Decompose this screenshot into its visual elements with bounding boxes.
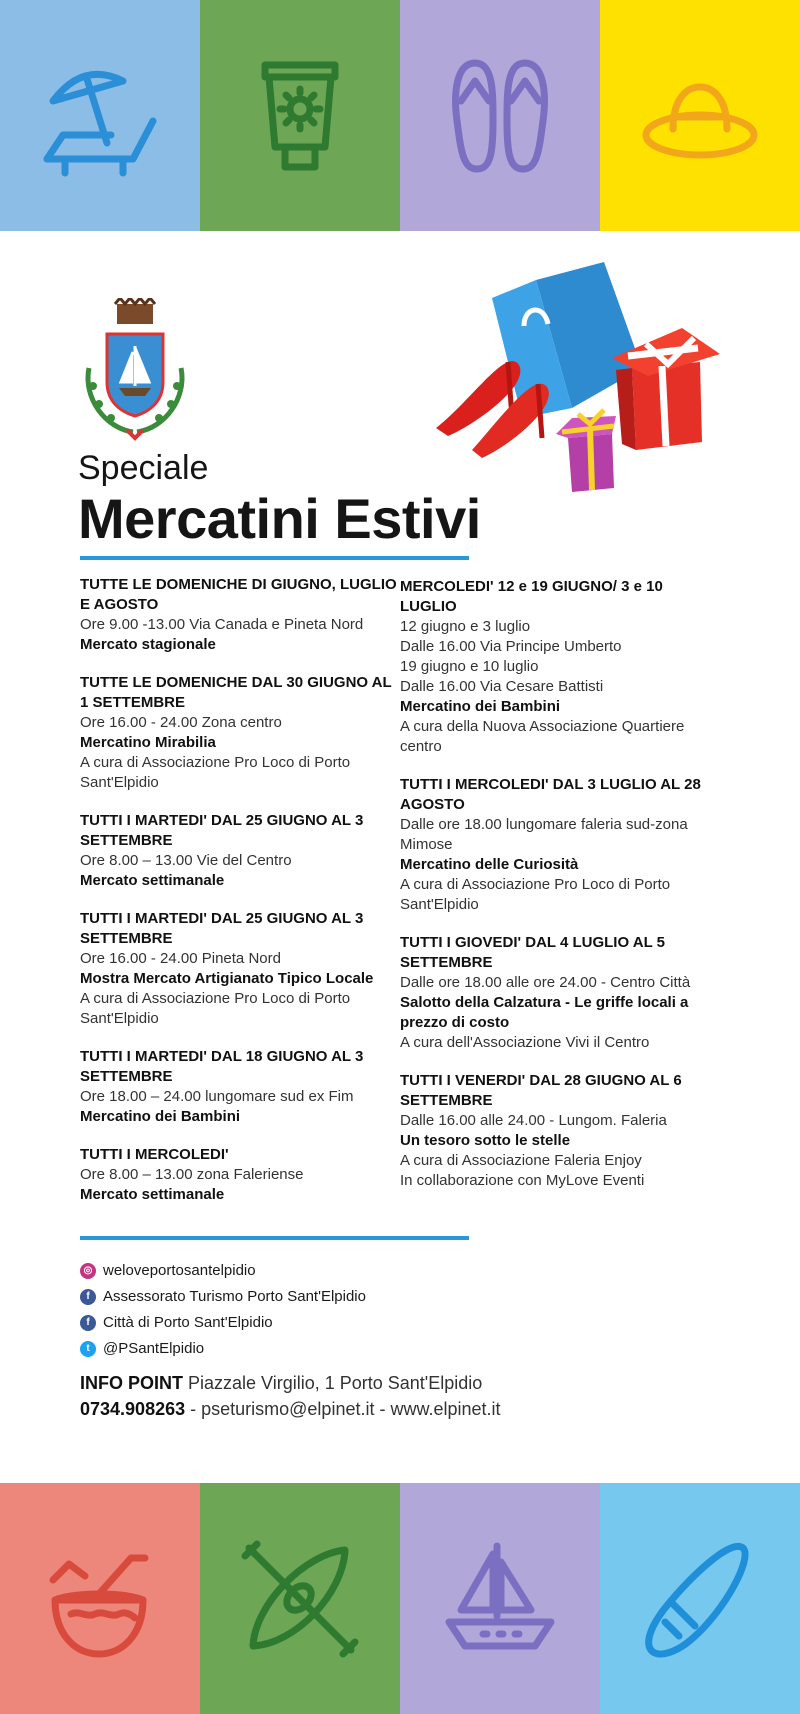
beach-chair-umbrella-icon [35, 51, 165, 181]
event-entry [80, 811, 400, 891]
coconut-drink-icon [35, 1534, 165, 1664]
event-organizer: A cura dell'Associazione Vivi il Centro [400, 1034, 650, 1051]
event-organizer: A cura di Associazione Pro Loco di Porto Sant'Elpidio [80, 990, 351, 1027]
social-twitter[interactable] [80, 1336, 366, 1362]
event-heading: MERCOLEDI' 12 e 19 GIUGNO/ 3 e 10 LUGLIO [400, 578, 663, 615]
instagram-icon: ◎ [80, 1263, 96, 1279]
tile-kayak [200, 1483, 400, 1714]
event-name: Mercato settimanale [80, 1186, 225, 1203]
event-entry [80, 575, 400, 655]
event-detail: 19 giugno e 10 luglio [400, 658, 539, 675]
tile-coconut [0, 1483, 200, 1714]
bottom-banner [0, 1483, 800, 1714]
event-detail: Ore 8.00 – 13.00 zona Faleriense [80, 1166, 304, 1183]
info-contact-line [80, 1396, 501, 1422]
social-instagram[interactable] [80, 1258, 366, 1284]
info-point [80, 1370, 501, 1422]
social-facebook-citta[interactable] [80, 1310, 366, 1336]
tile-surfboard [600, 1483, 800, 1714]
events-right-column [400, 577, 720, 1209]
event-entry [80, 1047, 400, 1127]
top-banner [0, 0, 800, 231]
event-detail: Ore 8.00 – 13.00 Vie del Centro [80, 852, 292, 869]
facebook-icon: f [80, 1315, 96, 1331]
event-entry [400, 933, 720, 1053]
event-name: Mercatino Mirabilia [80, 734, 216, 751]
event-organizer: A cura di Associazione Pro Loco di Porto Sant'Elpidio [400, 876, 671, 913]
event-entry [80, 1145, 400, 1205]
event-detail: Dalle ore 18.00 alle ore 24.00 - Centro Città [400, 974, 691, 991]
event-name: Mercatino dei Bambini [80, 1108, 241, 1125]
event-heading: TUTTI I MARTEDI' DAL 18 GIUGNO AL 3 SETTEMBRE [80, 1048, 364, 1085]
tile-sunscreen [200, 0, 400, 231]
flip-flops-icon [435, 51, 565, 181]
event-detail: Ore 18.00 – 24.00 lungomare sud ex Fim [80, 1088, 354, 1105]
social-facebook-label: Assessorato Turismo Porto Sant'Elpidio [103, 1288, 366, 1305]
sailboat-icon [435, 1534, 565, 1664]
kayak-icon [235, 1534, 365, 1664]
event-organizer: A cura della Nuova Associazione Quartiere centro [400, 718, 685, 755]
event-organizer: A cura di Associazione Faleria Enjoy [400, 1152, 642, 1169]
sunscreen-icon [235, 51, 365, 181]
event-heading: TUTTI I MARTEDI' DAL 25 GIUGNO AL 3 SETTEMBRE [80, 812, 364, 849]
event-name: Mercato settimanale [80, 872, 225, 889]
event-name: Mercato stagionale [80, 636, 216, 653]
social-facebook-assessorato[interactable] [80, 1284, 366, 1310]
event-heading: TUTTE LE DOMENICHE DAL 30 GIUGNO AL 1 SETTEMBRE [80, 674, 392, 711]
twitter-icon: t [80, 1341, 96, 1357]
title-speciale: Speciale [78, 449, 209, 487]
event-name: Salotto della Calzatura - Le griffe locali a prezzo di costo [400, 994, 689, 1031]
event-entry [80, 673, 400, 793]
info-phone: 0734.908263 [80, 1399, 186, 1419]
event-heading: TUTTI I GIOVEDI' DAL 4 LUGLIO AL 5 SETTEMBRE [400, 934, 665, 971]
event-detail: 12 giugno e 3 luglio [400, 618, 531, 635]
social-facebook-label: Città di Porto Sant'Elpidio [103, 1314, 273, 1331]
event-collaboration: In collaborazione con MyLove Eventi [400, 1172, 645, 1189]
section-divider [80, 1236, 469, 1240]
event-detail: Dalle 16.00 alle 24.00 - Lungom. Faleria [400, 1112, 667, 1129]
title-mercatini-estivi: Mercatini Estivi [78, 487, 481, 550]
event-organizer: A cura di Associazione Pro Loco di Porto Sant'Elpidio [80, 754, 351, 791]
facebook-icon: f [80, 1289, 96, 1305]
event-entry [400, 577, 720, 757]
event-heading: TUTTI I VENERDI' DAL 28 GIUGNO AL 6 SETTEMBRE [400, 1072, 682, 1109]
social-twitter-label: @PSantElpidio [103, 1340, 205, 1357]
event-heading: TUTTE LE DOMENICHE DI GIUGNO, LUGLIO E AGOSTO [80, 576, 397, 613]
tile-flip-flops [400, 0, 600, 231]
event-detail: Dalle ore 18.00 lungomare faleria sud-zona Mimose [400, 816, 688, 853]
event-entry [400, 775, 720, 915]
event-name: Mercatino dei Bambini [400, 698, 561, 715]
event-detail: Dalle 16.00 Via Cesare Battisti [400, 678, 604, 695]
event-detail: Ore 16.00 - 24.00 Zona centro [80, 714, 282, 731]
surfboard-icon [635, 1534, 765, 1664]
social-links [80, 1258, 366, 1362]
event-detail: Ore 16.00 - 24.00 Pineta Nord [80, 950, 281, 967]
event-name: Mercatino delle Curiosità [400, 856, 579, 873]
info-contacts: - pseturismo@elpinet.it - www.elpinet.it [190, 1399, 501, 1419]
tile-sun-hat [600, 0, 800, 231]
event-heading: TUTTI I MARTEDI' DAL 25 GIUGNO AL 3 SETTEMBRE [80, 910, 364, 947]
events-left-column [80, 575, 400, 1223]
event-entry [80, 909, 400, 1029]
event-heading: TUTTI I MERCOLEDI' [80, 1146, 229, 1163]
event-name: Mostra Mercato Artigianato Tipico Locale [80, 970, 374, 987]
event-entry [400, 1071, 720, 1191]
municipal-crest-logo [75, 298, 195, 443]
gift-box-purple-icon [556, 410, 616, 492]
sun-hat-icon [635, 51, 765, 181]
event-detail: Ore 9.00 -13.00 Via Canada e Pineta Nord [80, 616, 364, 633]
info-point-label: INFO POINT [80, 1373, 183, 1393]
info-address-line [80, 1370, 501, 1396]
event-detail: Dalle 16.00 Via Principe Umberto [400, 638, 622, 655]
title-underline [80, 556, 469, 560]
info-address: Piazzale Virgilio, 1 Porto Sant'Elpidio [188, 1373, 483, 1393]
event-name: Un tesoro sotto le stelle [400, 1132, 571, 1149]
event-heading: TUTTI I MERCOLEDI' DAL 3 LUGLIO AL 28 AGOSTO [400, 776, 701, 813]
social-instagram-label: weloveportosantelpidio [103, 1262, 256, 1279]
tile-beach-chair [0, 0, 200, 231]
shopping-illustration [432, 258, 742, 503]
tile-sailboat [400, 1483, 600, 1714]
